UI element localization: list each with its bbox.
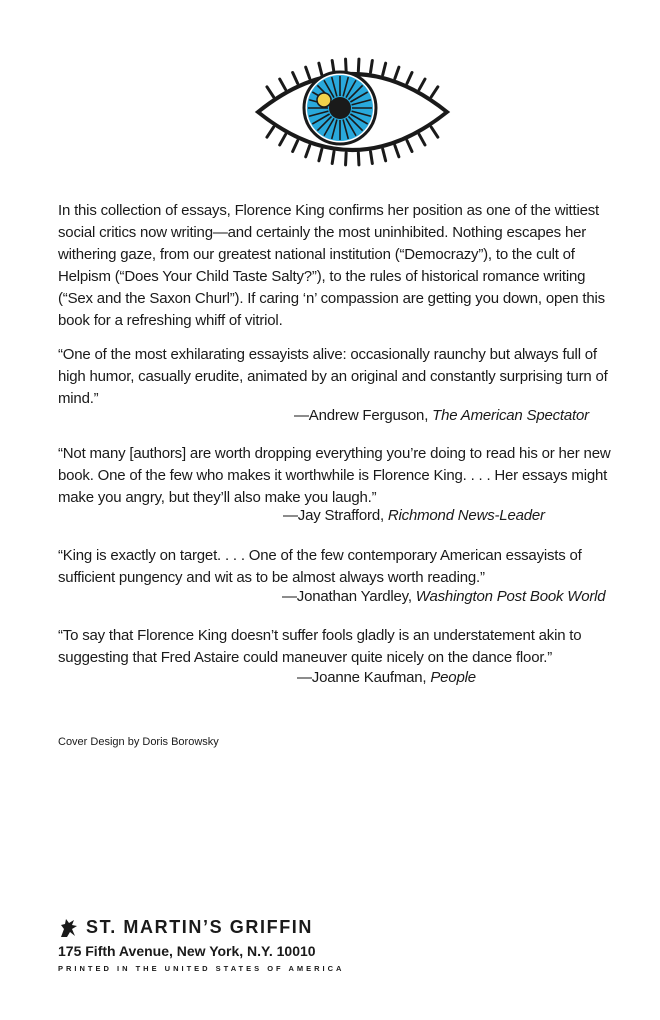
review-source-1: The American Spectator: [432, 407, 589, 424]
review-quote-1: “One of the most exhilarating essayists alive: occasionally raunchy but always full of high humor, casually erudite, animated by an original and constantly surprising turn of mind.”: [58, 346, 608, 407]
review-quote-4: “To say that Florence King doesn’t suffer fools gladly is an understatement akin to suggesting that Fred Astaire could maneuver quite nicely on the dance floor.”: [58, 627, 582, 666]
review-author-1: —Andrew Ferguson,: [294, 407, 433, 424]
review-author-4: —Joanne Kaufman,: [297, 669, 431, 686]
eye-illustration-icon: [250, 48, 455, 176]
review-author-3: —Jonathan Yardley,: [282, 588, 416, 605]
review-quote-3: “King is exactly on target. . . . One of the few contemporary American essayists of sufficient pungency and wit as to be almost always worth reading.”: [58, 547, 582, 586]
review-author-2: —Jay Strafford,: [283, 507, 388, 524]
publisher-address: 175 Fifth Avenue, New York, N.Y. 10010: [58, 943, 316, 959]
printed-in-notice: PRINTED IN THE UNITED STATES OF AMERICA: [58, 964, 345, 973]
publisher-name: ST. MARTIN’S GRIFFIN: [86, 917, 313, 937]
review-source-3: Washington Post Book World: [415, 588, 606, 605]
review-quote-2: “Not many [authors] are worth dropping everything you’re doing to read his or her new book. One of the few who makes it worthwhile is Florence King. . . . Her essays might make you angry, but they’ll also make you laugh.”: [58, 445, 611, 506]
eye-highlight: [317, 93, 331, 107]
cover-design-credit: Cover Design by Doris Borowsky: [58, 736, 219, 748]
pupil: [329, 97, 351, 119]
review-attribution-1: [294, 405, 589, 427]
review-attribution-4: [297, 667, 476, 689]
review-source-2: Richmond News-Leader: [387, 507, 545, 524]
book-description: In this collection of essays, Florence King confirms her position as one of the wittiest social critics now writing—and certainly the most uninhibited. Nothing escapes her withering gaze, from our greatest national institution (“Democrazy”), to the cult of Helpism (“Does Your Child Taste Salty?”), to the rules of historical romance writing (“Sex and the Saxon Churl”). If caring ‘n’ compassion are getting you down, open this book for a refreshing whiff of vitriol.: [58, 202, 605, 329]
review-attribution-3: [282, 586, 605, 608]
review-attribution-2: [283, 505, 545, 527]
review-source-4: People: [430, 669, 476, 686]
griffin-logo-icon: [58, 917, 80, 939]
